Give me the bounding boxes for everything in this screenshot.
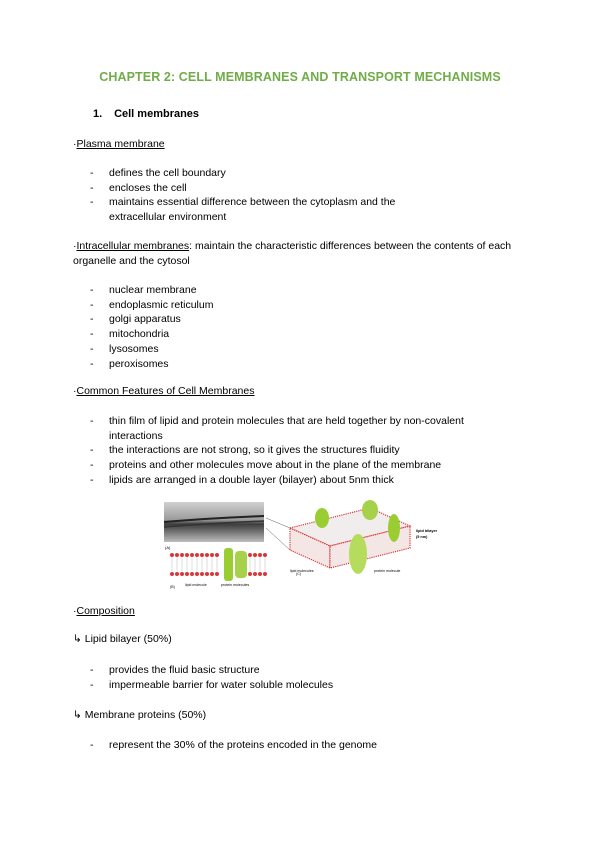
composition-label <box>73 605 135 617</box>
list-item: - defines the cell boundary <box>90 166 479 181</box>
panel-b-label: (B) <box>170 585 175 589</box>
common-features-list <box>90 414 479 488</box>
list-item: - endoplasmic reticulum <box>90 298 479 313</box>
membrane-figure <box>162 498 442 594</box>
lipid-bilayer-list <box>90 663 479 692</box>
organelle-list <box>90 283 479 371</box>
arrow-icon: ↳ <box>73 709 82 721</box>
chapter-title: CHAPTER 2: CELL MEMBRANES AND TRANSPORT MECHANISMS <box>99 70 501 84</box>
list-item: - encloses the cell <box>90 181 479 196</box>
list-item: - lipids are arranged in a double layer (bilayer) about 5nm thick <box>90 473 479 488</box>
lipid-bilayer-text: Lipid bilayer (50%) <box>84 633 172 645</box>
intracellular-text: : maintain the characteristic differences between the contents of each organelle and the cytosol <box>73 240 512 267</box>
membrane-proteins-list <box>90 738 479 753</box>
panel-a-label: (A) <box>165 545 171 550</box>
common-features-heading: Common Features of Cell Membranes <box>76 385 255 397</box>
bullet-dot: · <box>73 605 77 617</box>
panel-c-label: (C) <box>296 572 301 576</box>
intracellular-heading: Intracellular membranes <box>76 240 190 252</box>
plasma-membrane-list <box>90 166 479 225</box>
protein-molecule-label: protein molecule <box>374 569 401 573</box>
protein-molecules-label: protein molecules <box>221 583 250 587</box>
list-item: - peroxisomes <box>90 357 479 372</box>
list-item: - the interactions are not strong, so it gives the structures fluidity <box>90 443 479 458</box>
intracellular-paragraph <box>73 239 523 269</box>
plasma-membrane-heading: Plasma membrane <box>76 138 165 150</box>
list-item: - represent the 30% of the proteins encoded in the genome <box>90 738 479 753</box>
lipid-bilayer-subheading <box>73 633 172 645</box>
membrane-proteins-subheading <box>73 709 206 721</box>
lipid-bilayer-label: lipid bilayer <box>416 529 438 533</box>
plasma-membrane-label <box>73 138 165 150</box>
lipid-molecules-label: lipid molecules <box>290 569 314 573</box>
lipid-molecule-label: lipid molecule <box>185 583 207 587</box>
list-item: - provides the fluid basic structure <box>90 663 479 678</box>
list-item: - impermeable barrier for water soluble molecules <box>90 678 479 693</box>
arrow-icon: ↳ <box>73 633 82 645</box>
section-title: Cell membranes <box>114 108 200 120</box>
list-item: - thin film of lipid and protein molecules that are held together by non-covalent interactions <box>90 414 479 443</box>
common-features-label <box>73 385 254 397</box>
list-item: - maintains essential difference between the cytoplasm and the extracellular environment <box>90 195 449 224</box>
section-number: 1. <box>93 108 103 120</box>
membrane-3d-diagram <box>266 500 438 576</box>
bullet-dot: · <box>73 385 77 397</box>
list-item: - proteins and other molecules move about in the plane of the membrane <box>90 458 479 473</box>
bullet-dot: · <box>73 240 77 252</box>
list-item: - golgi apparatus <box>90 312 479 327</box>
bullet-dot: · <box>73 138 77 150</box>
list-item: - mitochondria <box>90 327 479 342</box>
bilayer-diagram <box>170 548 267 589</box>
section-heading <box>93 108 199 120</box>
list-item: - lysosomes <box>90 342 479 357</box>
membrane-proteins-text: Membrane proteins (50%) <box>84 709 207 721</box>
bilayer-size-label: (5 nm) <box>416 535 428 539</box>
micrograph-panel <box>164 502 264 550</box>
list-item: - nuclear membrane <box>90 283 479 298</box>
composition-heading: Composition <box>76 605 135 617</box>
